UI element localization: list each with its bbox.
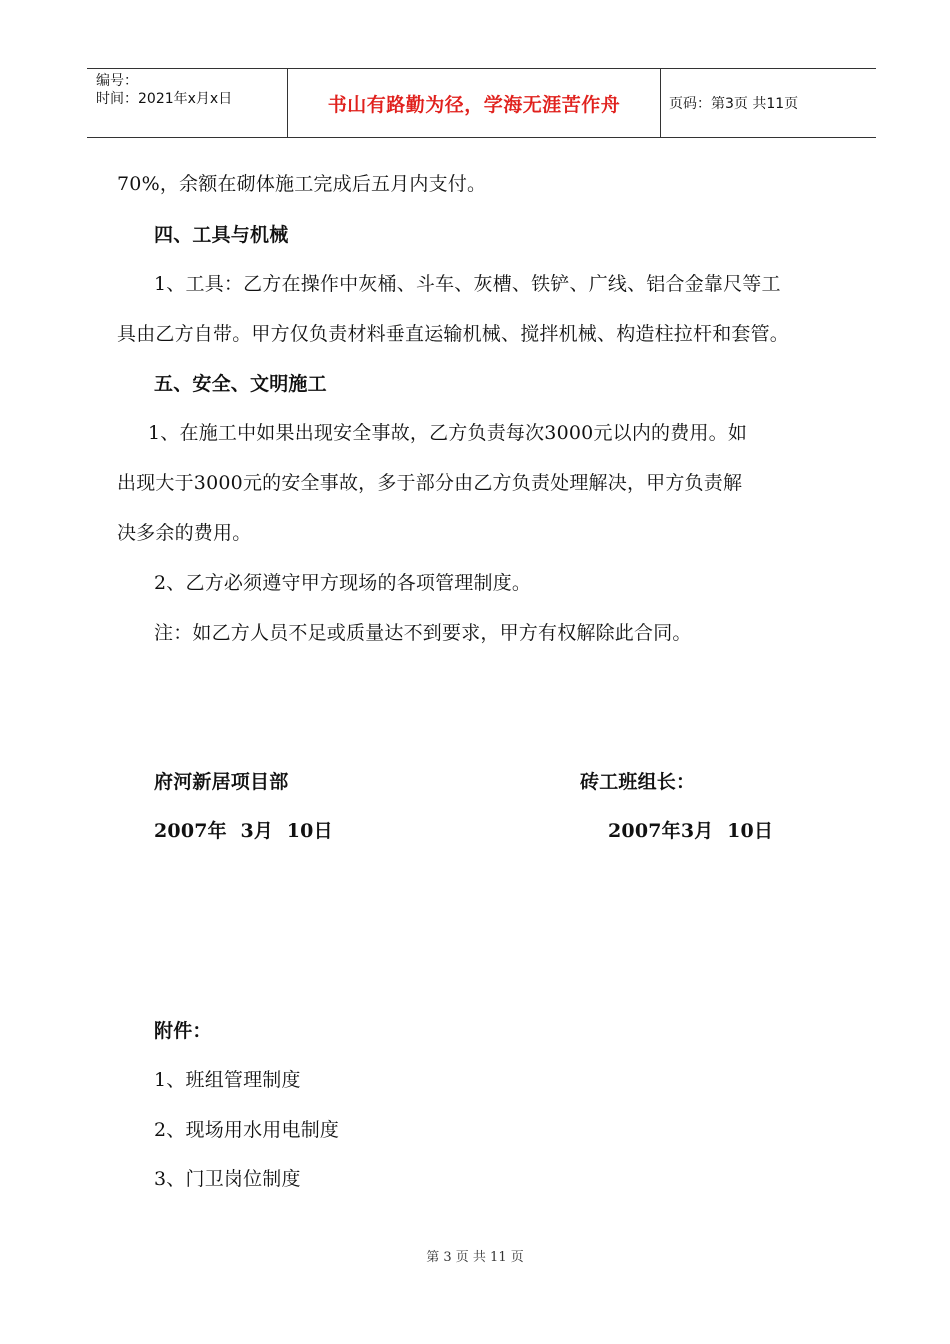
section5-item1-line3: 决多余的费用。 <box>117 522 252 544</box>
header-motto: 书山有路勤为径，学海无涯苦作舟 <box>327 93 621 116</box>
section4-item1-line2: 具由乙方自带。甲方仅负责材料垂直运输机械、搅拌机械、构造柱拉杆和套管。 <box>117 323 790 345</box>
page-footer: 第 3 页 共 11 页 <box>426 1250 524 1265</box>
section4-title: 四、工具与机械 <box>154 224 289 246</box>
header-time-label: 时间：2021年x月x日 <box>96 91 233 107</box>
section5-title: 五、安全、文明施工 <box>154 373 327 395</box>
header-meta-cell <box>87 69 288 137</box>
contract-note: 注：如乙方人员不足或质量达不到要求，甲方有权解除此合同。 <box>154 622 692 644</box>
section5-item1-line2: 出现大于3000元的安全事故，多于部分由乙方负责处理解决，甲方负责解 <box>117 472 743 494</box>
attachment-item: 1、班组管理制度 <box>154 1069 301 1091</box>
attachment-item: 3、门卫岗位制度 <box>154 1168 301 1190</box>
attachments-title: 附件： <box>154 1020 212 1042</box>
paragraph-continuation: 70%，余额在砌体施工完成后五月内支付。 <box>117 173 487 195</box>
attachment-item: 2、现场用水用电制度 <box>154 1119 340 1141</box>
party-b-name: 砖工班组长： <box>580 771 696 793</box>
party-a-date: 2007年 3月 10日 <box>154 820 333 842</box>
document-header <box>87 68 876 138</box>
section5-item2: 2、乙方必须遵守甲方现场的各项管理制度。 <box>154 572 532 594</box>
header-motto-cell <box>288 69 661 137</box>
header-page-info: 页码：第3页 共11页 <box>669 96 799 112</box>
section4-item1-line1: 1、工具：乙方在操作中灰桶、斗车、灰槽、铁铲、广线、铝合金靠尺等工 <box>154 273 781 295</box>
header-page-cell <box>661 69 876 137</box>
party-b-date: 2007年3月 10日 <box>608 820 774 842</box>
section5-item1-line1: 1、在施工中如果出现安全事故，乙方负责每次3000元以内的费用。如 <box>148 422 748 444</box>
header-number-label: 编号： <box>96 73 138 89</box>
party-a-name: 府河新居项目部 <box>154 771 289 793</box>
